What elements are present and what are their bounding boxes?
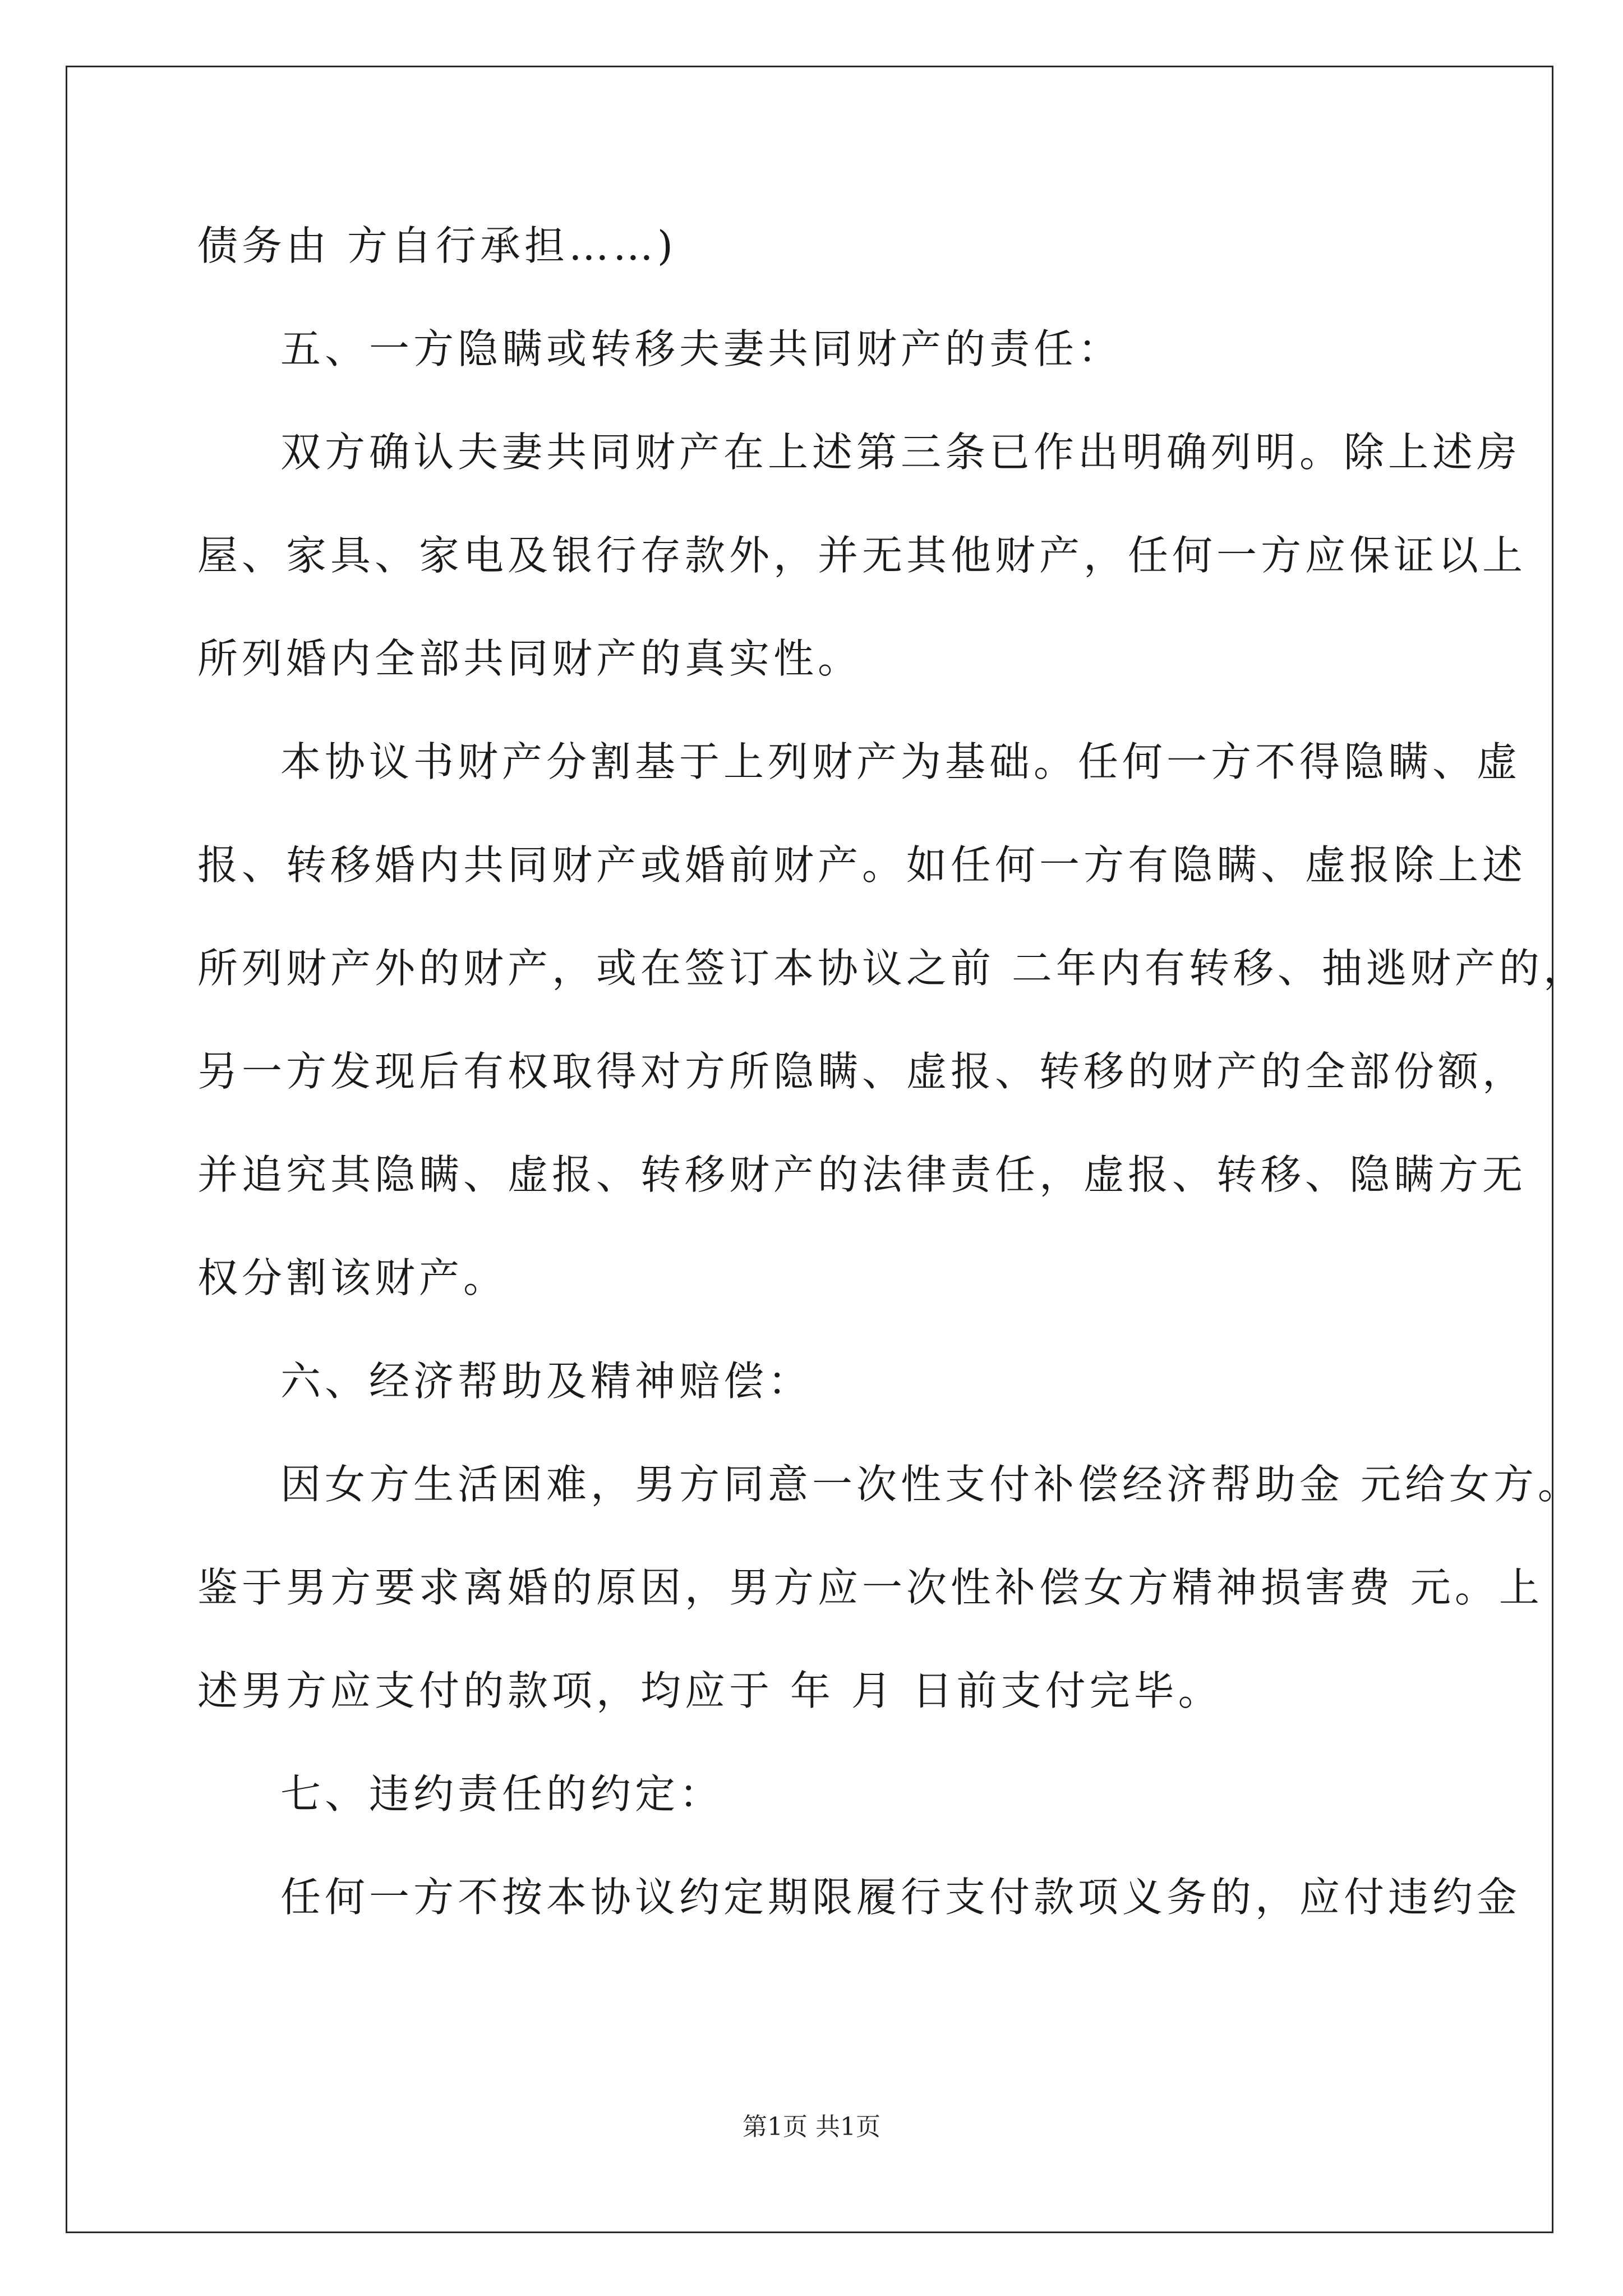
text-line-6: 本协议书财产分割基于上列财产为基础。任何一方不得隐瞒、虚 (280, 738, 1521, 785)
text-line-7: 报、转移婚内共同财产或婚前财产。如任何一方有隐瞒、虚报除上述 (197, 841, 1527, 889)
text-line-11: 权分割该财产。 (197, 1254, 508, 1301)
text-line-4: 屋、家具、家电及银行存款外，并无其他财产，任何一方应保证以上 (197, 532, 1527, 579)
text-line-10: 并追究其隐瞒、虚报、转移财产的法律责任，虚报、转移、隐瞒方无 (197, 1151, 1527, 1198)
section-heading-6: 六、经济帮助及精神赔偿： (280, 1358, 813, 1405)
text-line-17: 任何一方不按本协议约定期限履行支付款项义务的，应付违约金 (280, 1874, 1521, 1921)
page-number-footer: 第1页 共1页 (743, 2113, 880, 2141)
section-heading-7: 七、违约责任的约定： (280, 1770, 724, 1818)
text-line-3: 双方确认夫妻共同财产在上述第三条已作出明确列明。除上述房 (280, 429, 1521, 476)
text-line-8: 所列财产外的财产，或在签订本协议之前 二年内有转移、抽逃财产的， (197, 945, 1588, 992)
text-line-5: 所列婚内全部共同财产的真实性。 (197, 635, 863, 682)
text-line-1: 债务由 方自行承担……) (197, 222, 677, 269)
text-line-9: 另一方发现后有权取得对方所隐瞒、虚报、转移的财产的全部份额， (197, 1048, 1527, 1095)
section-heading-5: 五、一方隐瞒或转移夫妻共同财产的责任： (280, 325, 1123, 372)
text-line-14: 鉴于男方要求离婚的原因，男方应一次性补偿女方精神损害费 元。上 (197, 1564, 1543, 1611)
text-line-15: 述男方应支付的款项，均应于 年 月 日前支付完毕。 (197, 1667, 1223, 1714)
text-line-13: 因女方生活困难，男方同意一次性支付补偿经济帮助金 元给女方。 (280, 1461, 1582, 1508)
